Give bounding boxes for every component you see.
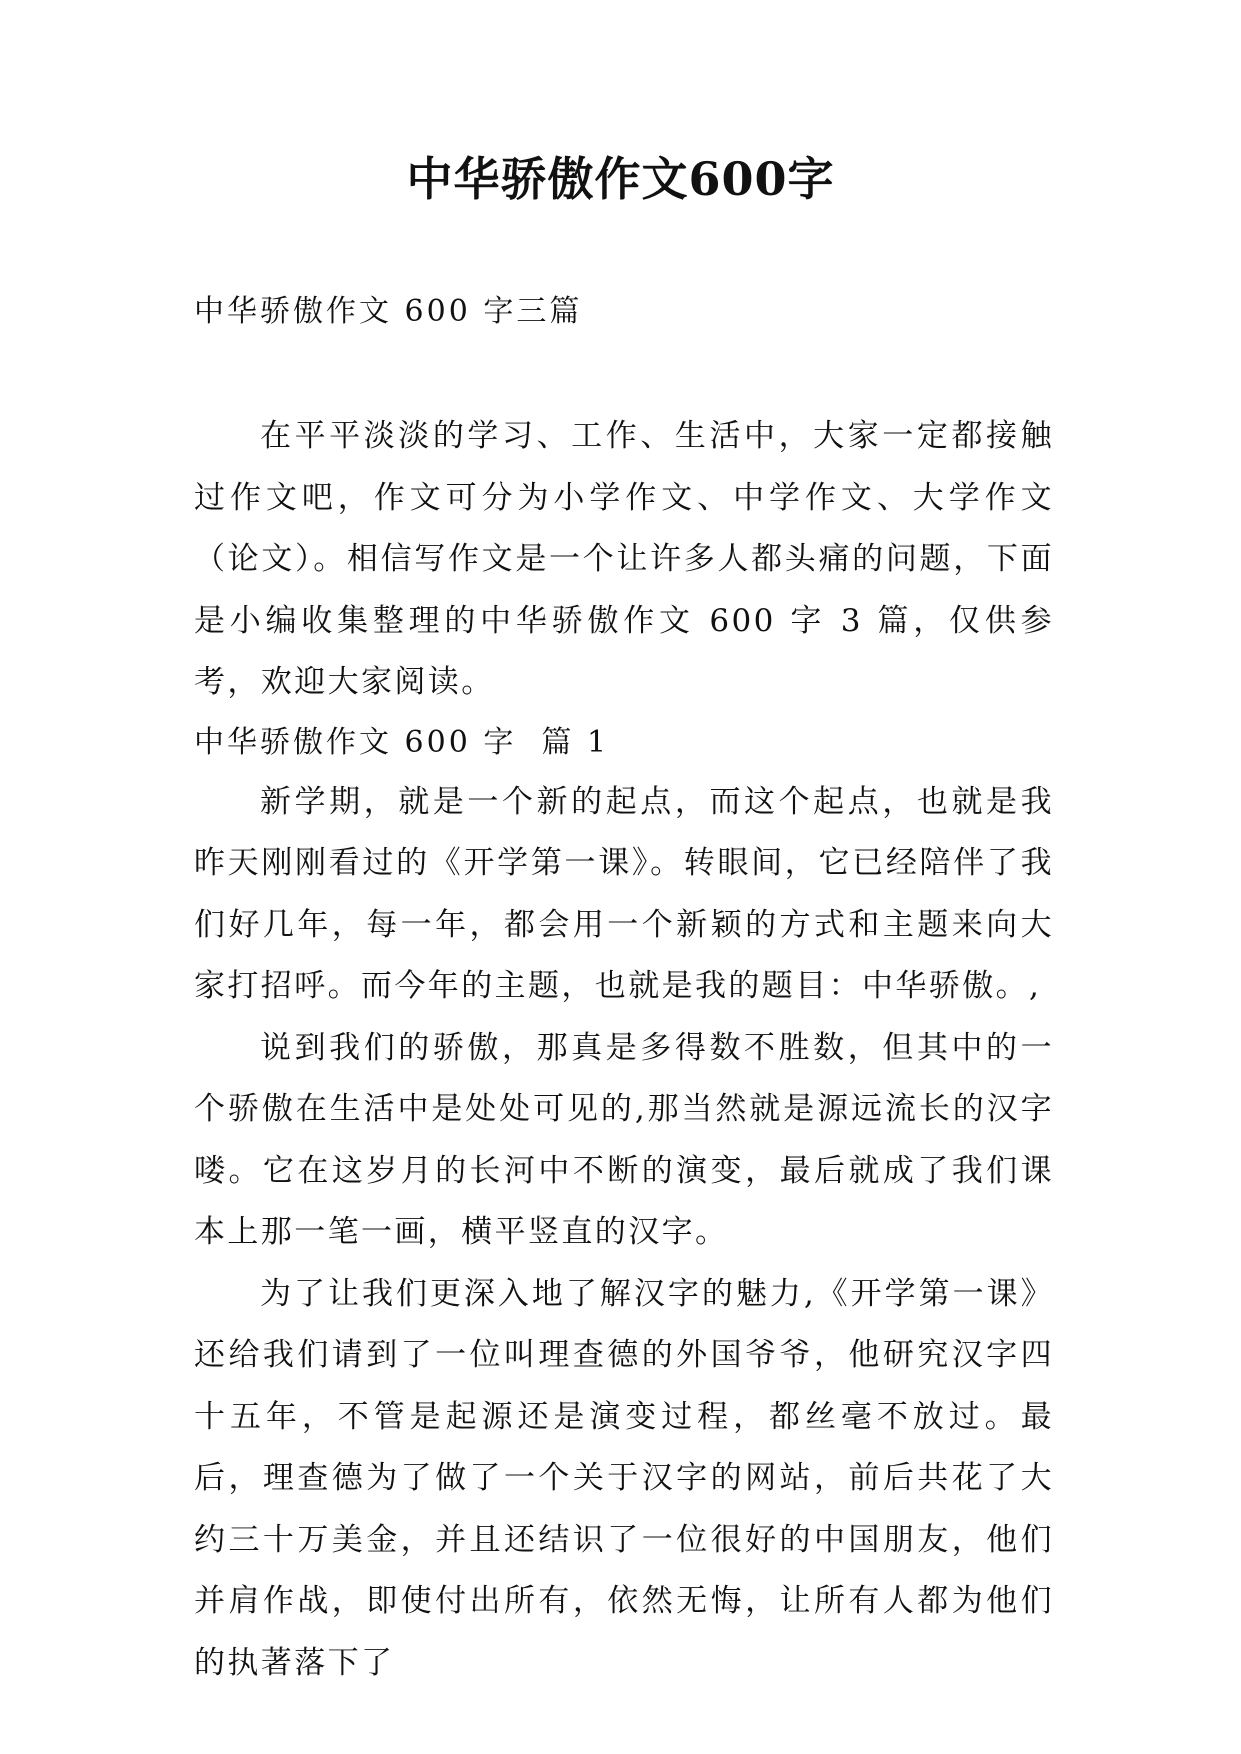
- document-body: [194, 406, 1054, 1694]
- body-paragraph: 为了让我们更深入地了解汉字的魅力,《开学第一课》还给我们请到了一位叫理查德的外国爷爷，他研究汉字四十五年，不管是起源还是演变过程，都丝毫不放过。最后，理查德为了做了一个关于汉字的网站，前后共花了大约三十万美金，并且还结识了一位很好的中国朋友，他们并肩作战，即使付出所有，依然无悔，让所有人都为他们的执著落下了: [194, 1275, 1054, 1681]
- section-heading: 中华骄傲作文 600 字 篇 1: [194, 724, 610, 760]
- document-subtitle: 中华骄傲作文 600 字三篇: [194, 294, 583, 329]
- intro-paragraph: 在平平淡淡的学习、工作、生活中，大家一定都接触过作文吧，作文可分为小学作文、中学作文、大学作文（论文）。相信写作文是一个让许多人都头痛的问题，下面是小编收集整理的中华骄傲作文 600 字 3 篇，仅供参考，欢迎大家阅读。: [194, 418, 1054, 700]
- body-paragraph: 说到我们的骄傲，那真是多得数不胜数，但其中的一个骄傲在生活中是处处可见的,那当然就是源远流长的汉字喽。它在这岁月的长河中不断的演变，最后就成了我们课本上那一笔一画，横平竖直的汉字。: [194, 1029, 1054, 1250]
- document-title: 中华骄傲作文600字: [406, 152, 835, 206]
- body-paragraph: 新学期，就是一个新的起点，而这个起点，也就是我昨天刚刚看过的《开学第一课》。转眼间，它已经陪伴了我们好几年，每一年，都会用一个新颖的方式和主题来向大家打招呼。而今年的主题，也就是我的题目：中华骄傲。,: [194, 783, 1054, 1004]
